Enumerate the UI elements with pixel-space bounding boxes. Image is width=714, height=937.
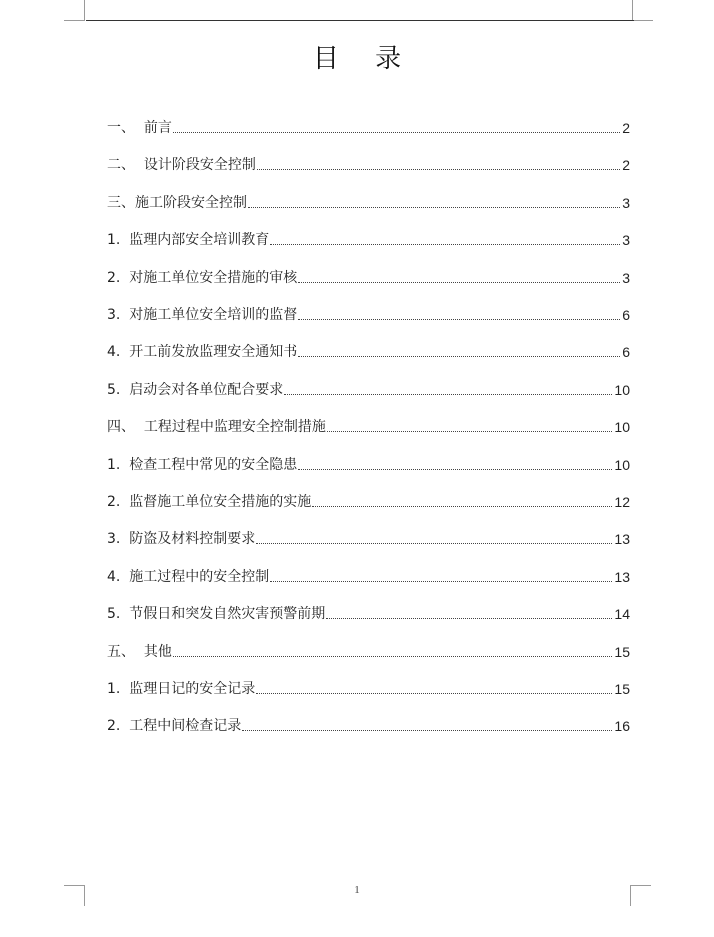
toc-dot-leader — [248, 207, 620, 208]
toc-entry-page: 2 — [622, 157, 630, 173]
toc-entry-number: 五、 — [107, 644, 144, 660]
crop-mark-top-right — [632, 0, 653, 21]
toc-entry-page: 12 — [614, 494, 630, 510]
toc-entry[interactable] — [107, 192, 630, 212]
toc-entry-number: 2. — [107, 494, 130, 510]
toc-entry-page: 10 — [614, 457, 630, 473]
toc-entry[interactable] — [107, 528, 630, 548]
crop-mark-top-left — [64, 0, 85, 21]
toc-dot-leader — [298, 282, 620, 283]
toc-dot-leader — [298, 356, 620, 357]
toc-entry-title: 工程过程中监理安全控制措施 — [143, 419, 326, 435]
toc-entry[interactable] — [107, 379, 630, 399]
toc-dot-leader — [256, 543, 612, 544]
toc-entry[interactable] — [107, 304, 630, 324]
toc-entry-title: 防盗及材料控制要求 — [129, 531, 256, 547]
toc-entry-page: 10 — [614, 382, 630, 398]
toc-entry-title: 监理内部安全培训教育 — [129, 232, 270, 248]
toc-entry-number: 一、 — [107, 120, 144, 136]
toc-entry-page: 3 — [622, 195, 630, 211]
toc-entry[interactable] — [107, 267, 630, 287]
toc-entry-page: 15 — [614, 644, 630, 660]
toc-entry[interactable] — [107, 566, 630, 586]
toc-dot-leader — [298, 469, 612, 470]
toc-entry-number: 5. — [107, 606, 130, 622]
toc-entry-page: 16 — [614, 718, 630, 734]
toc-entry-number: 二、 — [107, 157, 144, 173]
toc-entry-number: 三、 — [107, 195, 135, 211]
toc-entry[interactable] — [107, 341, 630, 361]
header-rule — [86, 20, 634, 21]
toc-dot-leader — [173, 132, 620, 133]
toc-entry-page: 2 — [622, 120, 630, 136]
toc-entry-number: 3. — [107, 307, 130, 323]
toc-entry[interactable] — [107, 416, 630, 436]
toc-entry-title: 其他 — [143, 644, 172, 660]
toc-entry-title: 节假日和突发自然灾害预警前期 — [129, 606, 326, 622]
toc-entry-number: 四、 — [107, 419, 144, 435]
toc-dot-leader — [270, 244, 620, 245]
toc-entry-title: 开工前发放监理安全通知书 — [129, 344, 298, 360]
toc-entry-title: 施工阶段安全控制 — [135, 195, 247, 211]
toc-entry[interactable] — [107, 491, 630, 511]
toc-entry-number: 5. — [107, 382, 130, 398]
toc-dot-leader — [257, 169, 620, 170]
toc-entry-number: 3. — [107, 531, 130, 547]
toc-entry-page: 3 — [622, 232, 630, 248]
toc-dot-leader — [256, 693, 612, 694]
toc-entry[interactable] — [107, 678, 630, 698]
toc-dot-leader — [326, 618, 612, 619]
toc-dot-leader — [327, 431, 613, 432]
toc-entry-title: 对施工单位安全培训的监督 — [129, 307, 298, 323]
toc-dot-leader — [312, 506, 612, 507]
toc-dot-leader — [284, 394, 612, 395]
toc-entry-title: 检查工程中常见的安全隐患 — [129, 457, 298, 473]
toc-entry-number: 4. — [107, 344, 130, 360]
toc-entry-title: 前言 — [143, 120, 172, 136]
toc-entry-number: 1. — [107, 457, 130, 473]
toc-entry-title: 监督施工单位安全措施的实施 — [129, 494, 312, 510]
toc-entry[interactable] — [107, 641, 630, 661]
toc-dot-leader — [270, 581, 612, 582]
toc-entry-title: 启动会对各单位配合要求 — [129, 382, 284, 398]
toc-dot-leader — [298, 319, 620, 320]
toc-entry[interactable] — [107, 154, 630, 174]
toc-entry-page: 13 — [614, 531, 630, 547]
toc-entry-title: 监理日记的安全记录 — [129, 681, 256, 697]
toc-entry-title: 对施工单位安全措施的审核 — [129, 270, 298, 286]
toc-entry-title: 设计阶段安全控制 — [143, 157, 256, 173]
toc-entry-page: 14 — [614, 606, 630, 622]
toc-entry[interactable] — [107, 117, 630, 137]
toc-entry-title: 施工过程中的安全控制 — [129, 569, 270, 585]
toc-entry-number: 1. — [107, 681, 130, 697]
toc-dot-leader — [173, 656, 613, 657]
toc-entry-number: 4. — [107, 569, 130, 585]
toc-entry[interactable] — [107, 229, 630, 249]
toc-entry-page: 6 — [622, 344, 630, 360]
toc-entry[interactable] — [107, 715, 630, 735]
toc-entry-number: 2. — [107, 718, 130, 734]
toc-entry-page: 6 — [622, 307, 630, 323]
toc-entry-number: 1. — [107, 232, 130, 248]
toc-entry-page: 13 — [614, 569, 630, 585]
footer-page-number: 1 — [354, 884, 360, 896]
page-title: 目 录 — [312, 44, 416, 74]
toc-dot-leader — [242, 730, 612, 731]
toc-entry-number: 2. — [107, 270, 130, 286]
toc-entry-page: 3 — [622, 270, 630, 286]
toc-entry[interactable] — [107, 603, 630, 623]
toc-entry[interactable] — [107, 454, 630, 474]
toc-entry-page: 15 — [614, 681, 630, 697]
toc-entry-page: 10 — [614, 419, 630, 435]
toc-entry-title: 工程中间检查记录 — [129, 718, 242, 734]
